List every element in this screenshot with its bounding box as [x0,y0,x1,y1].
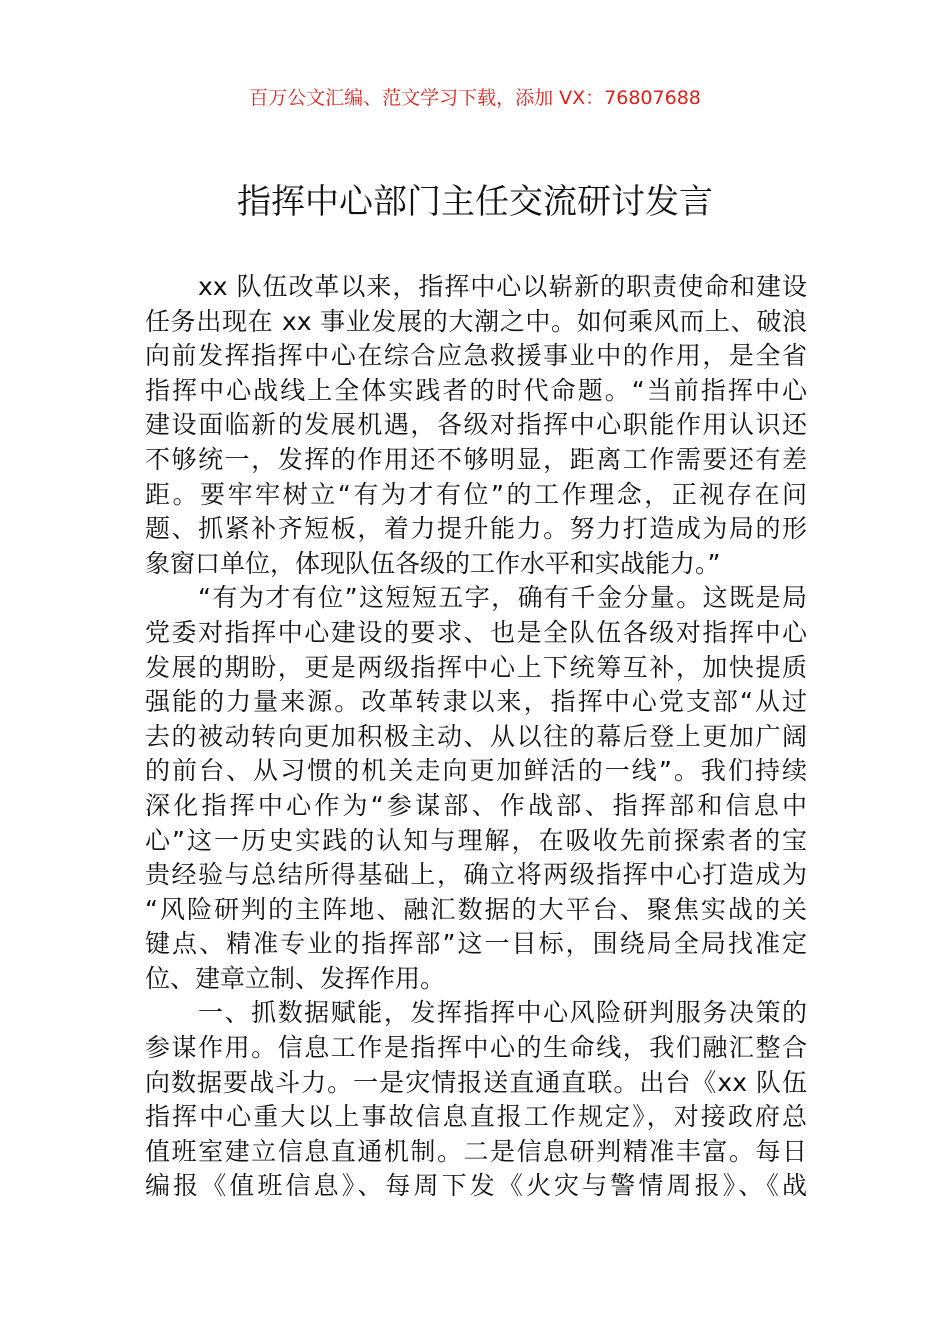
body-line: “有为才有位”这短短五字，确有千金分量。这既是局 [198,583,807,613]
body-line: 题、抓紧补齐短板，着力提升能力。努力打造成为局的形 [145,514,807,544]
body-line: 向数据要战斗力。一是灾情报送直通直联。出台《xx 队伍 [145,1067,807,1097]
body-line: 位、建章立制、发挥作用。 [145,963,446,993]
body-line: 键点、精准专业的指挥部”这一目标，围绕局全局找准定 [145,929,807,959]
body-line: 值班室建立信息直通机制。二是信息研判精准丰富。每日 [145,1136,807,1166]
body-line: 发展的期盼，更是两级指挥中心上下统筹互补，加快提质 [145,652,807,682]
body-line: 象窗口单位，体现队伍各级的工作水平和实战能力。” [145,548,721,578]
body-line: 指挥中心重大以上事故信息直报工作规定》，对接政府总 [145,1102,807,1132]
body-line: 党委对指挥中心建设的要求、也是全队伍各级对指挥中心 [145,617,807,647]
body-line: 建设面临新的发展机遇，各级对指挥中心职能作用认识还 [145,410,807,440]
body-line: 去的被动转向更加积极主动、从以往的幕后登上更加广阔 [145,721,807,751]
body-line: xx 队伍改革以来，指挥中心以崭新的职责使命和建设 [198,272,807,301]
document-body [145,270,807,1204]
body-line: 的前台、从习惯的机关走向更加鲜活的一线”。我们持续 [145,756,807,786]
body-line: 心”这一历史实践的认知与理解，在吸收先前探索者的宝 [145,825,807,855]
body-line: 参谋作用。信息工作是指挥中心的生命线，我们融汇整合 [145,1033,807,1063]
body-line: “风险研判的主阵地、融汇数据的大平台、聚焦实战的关 [145,894,807,924]
body-line: 任务出现在 xx 事业发展的大潮之中。如何乘风而上、破浪 [145,306,807,336]
document-title: 指挥中心部门主任交流研讨发言 [237,182,713,222]
body-line: 指挥中心战线上全体实践者的时代命题。“当前指挥中心 [145,375,807,405]
body-line: 贵经验与总结所得基础上，确立将两级指挥中心打造成为 [145,860,807,890]
body-line: 深化指挥中心作为“参谋部、作战部、指挥部和信息中 [145,790,807,820]
body-line: 编报《值班信息》、每周下发《火灾与警情周报》、《战 [145,1171,807,1201]
body-line: 强能的力量来源。改革转隶以来，指挥中心党支部“从过 [145,687,807,717]
body-line: 不够统一，发挥的作用还不够明显，距离工作需要还有差 [145,444,807,474]
body-line: 一、抓数据赋能，发挥指挥中心风险研判服务决策的 [198,998,807,1028]
body-line: 向前发挥指挥中心在综合应急救援事业中的作用，是全省 [145,341,807,371]
download-notice: 百万公文汇编、范文学习下载，添加 VX：76807688 [249,87,701,109]
body-line: 距。要牢牢树立“有为才有位”的工作理念，正视存在问 [145,479,807,509]
